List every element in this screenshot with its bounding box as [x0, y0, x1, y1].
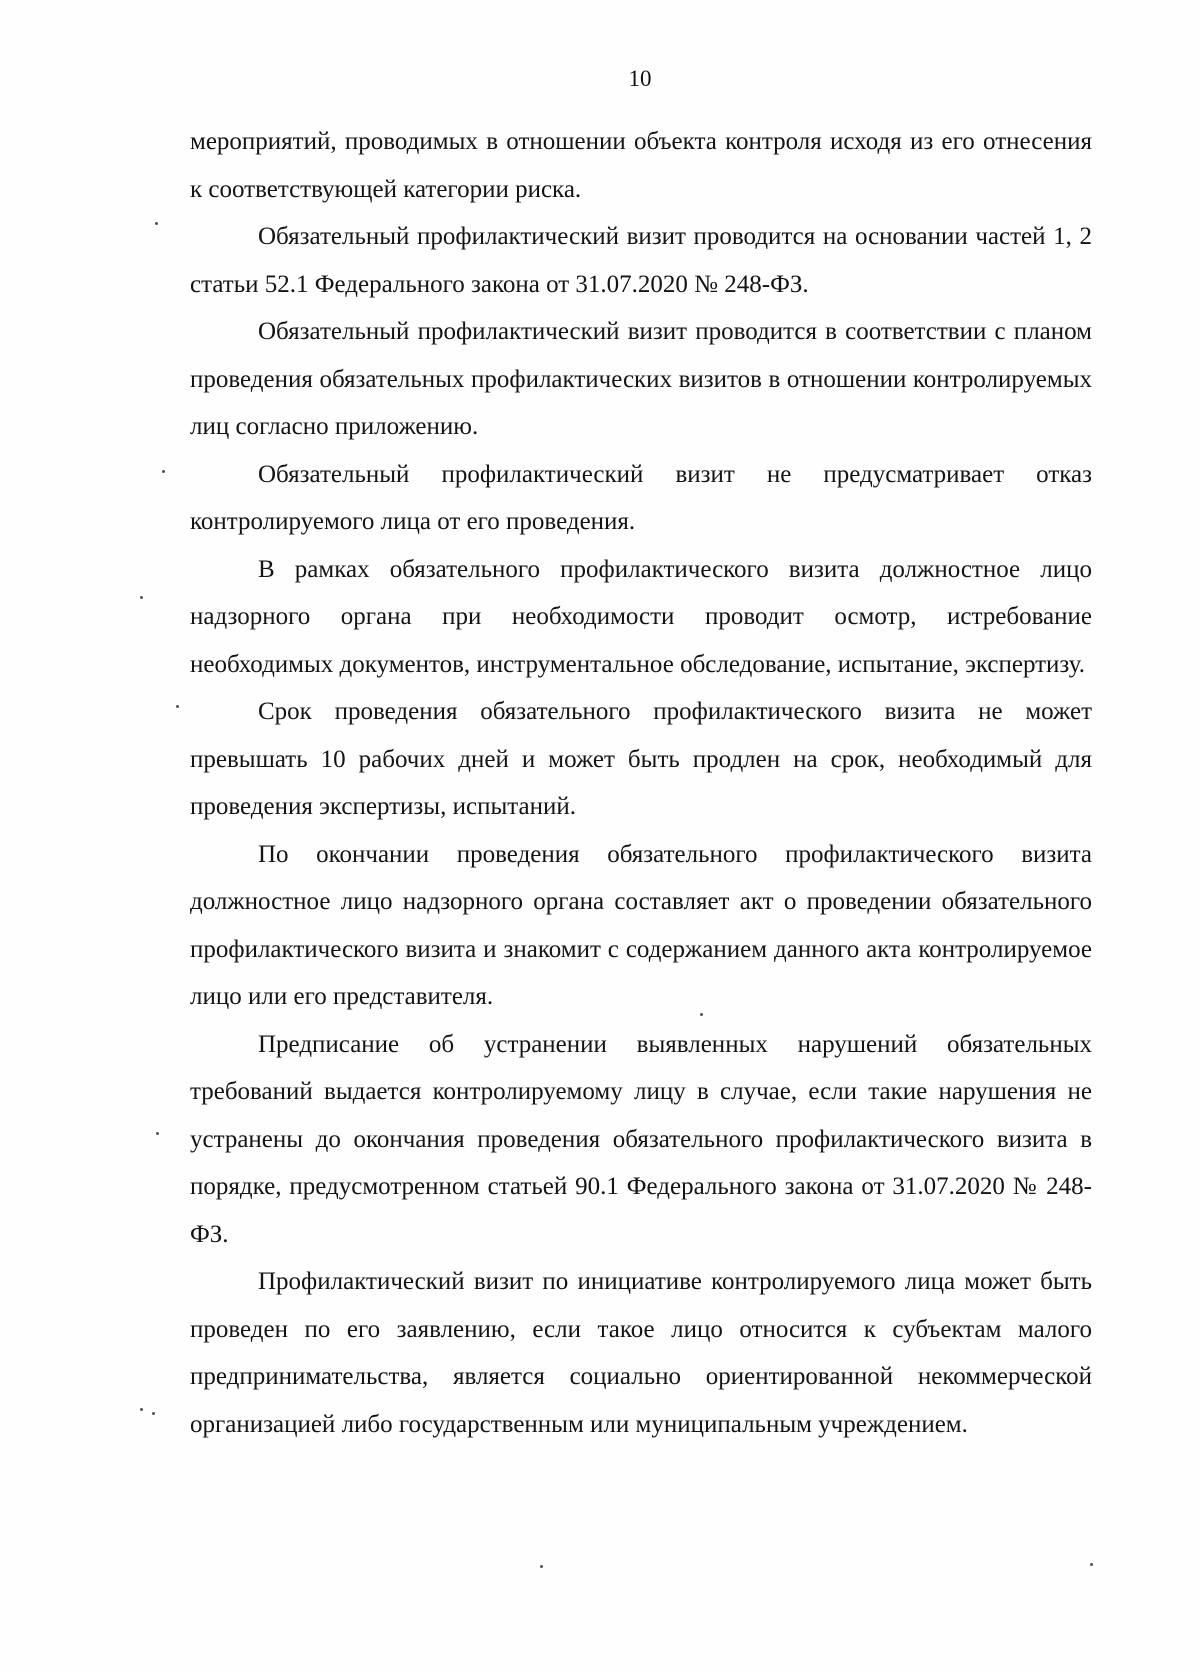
scan-speck — [176, 705, 179, 708]
paragraph: Обязательный профилактический визит проводится на основании частей 1, 2 статьи 52.1 Федерального закона от 31.07.2020 № 248-ФЗ. — [190, 223, 1092, 298]
paragraph: Профилактический визит по инициативе контролируемого лица может быть проведен по его заявлению, если такое лицо относится к субъектам малого предпринимательства, является социально ориентированной некоммерческой организацией либо государственным или муниципальным учреждением. — [190, 1268, 1092, 1438]
scan-speck — [140, 596, 143, 599]
paragraph: Срок проведения обязательного профилактического визита не может превышать 10 рабочих дней и может быть продлен на срок, необходимый для проведения экспертизы, испытаний. — [190, 698, 1092, 820]
scan-speck — [540, 1565, 543, 1568]
paragraph: Предписание об устранении выявленных нарушений обязательных требований выдается контролируемому лицу в случае, если такие нарушения не устранены до окончания проведения обязательного профилактического визита в порядке, предусмотренном статьей 90.1 Федерального закона от 31.07.2020 № 248-ФЗ. — [190, 1030, 1092, 1248]
page-number: 10 — [628, 66, 652, 91]
scan-speck — [162, 470, 165, 473]
document-body — [190, 118, 1092, 1448]
scan-speck — [152, 1412, 155, 1415]
scan-speck — [1090, 1563, 1093, 1566]
paragraph: В рамках обязательного профилактического визита должностное лицо надзорного органа при необходимости проводит осмотр, истребование необходимых документов, инструментальное обследование, испытание, экспертизу. — [190, 555, 1092, 678]
paragraph: Обязательный профилактический визит не предусматривает отказ контролируемого лица от его проведения. — [190, 460, 1092, 535]
paragraph: По окончании проведения обязательного профилактического визита должностное лицо надзорного органа составляет акт о проведении обязательного профилактического визита и знакомит с содержанием данного акта контролируемое лицо или его представителя. — [190, 840, 1092, 1010]
scan-speck — [156, 1132, 159, 1135]
scan-speck — [140, 1408, 143, 1411]
paragraph: мероприятий, проводимых в отношении объекта контроля исходя из его отнесения к соответствующей категории риска. — [190, 128, 1092, 203]
scan-speck — [155, 222, 158, 225]
scan-speck — [700, 1013, 703, 1016]
paragraph: Обязательный профилактический визит проводится в соответствии с планом проведения обязательных профилактических визитов в отношении контролируемых лиц согласно приложению. — [190, 318, 1092, 440]
